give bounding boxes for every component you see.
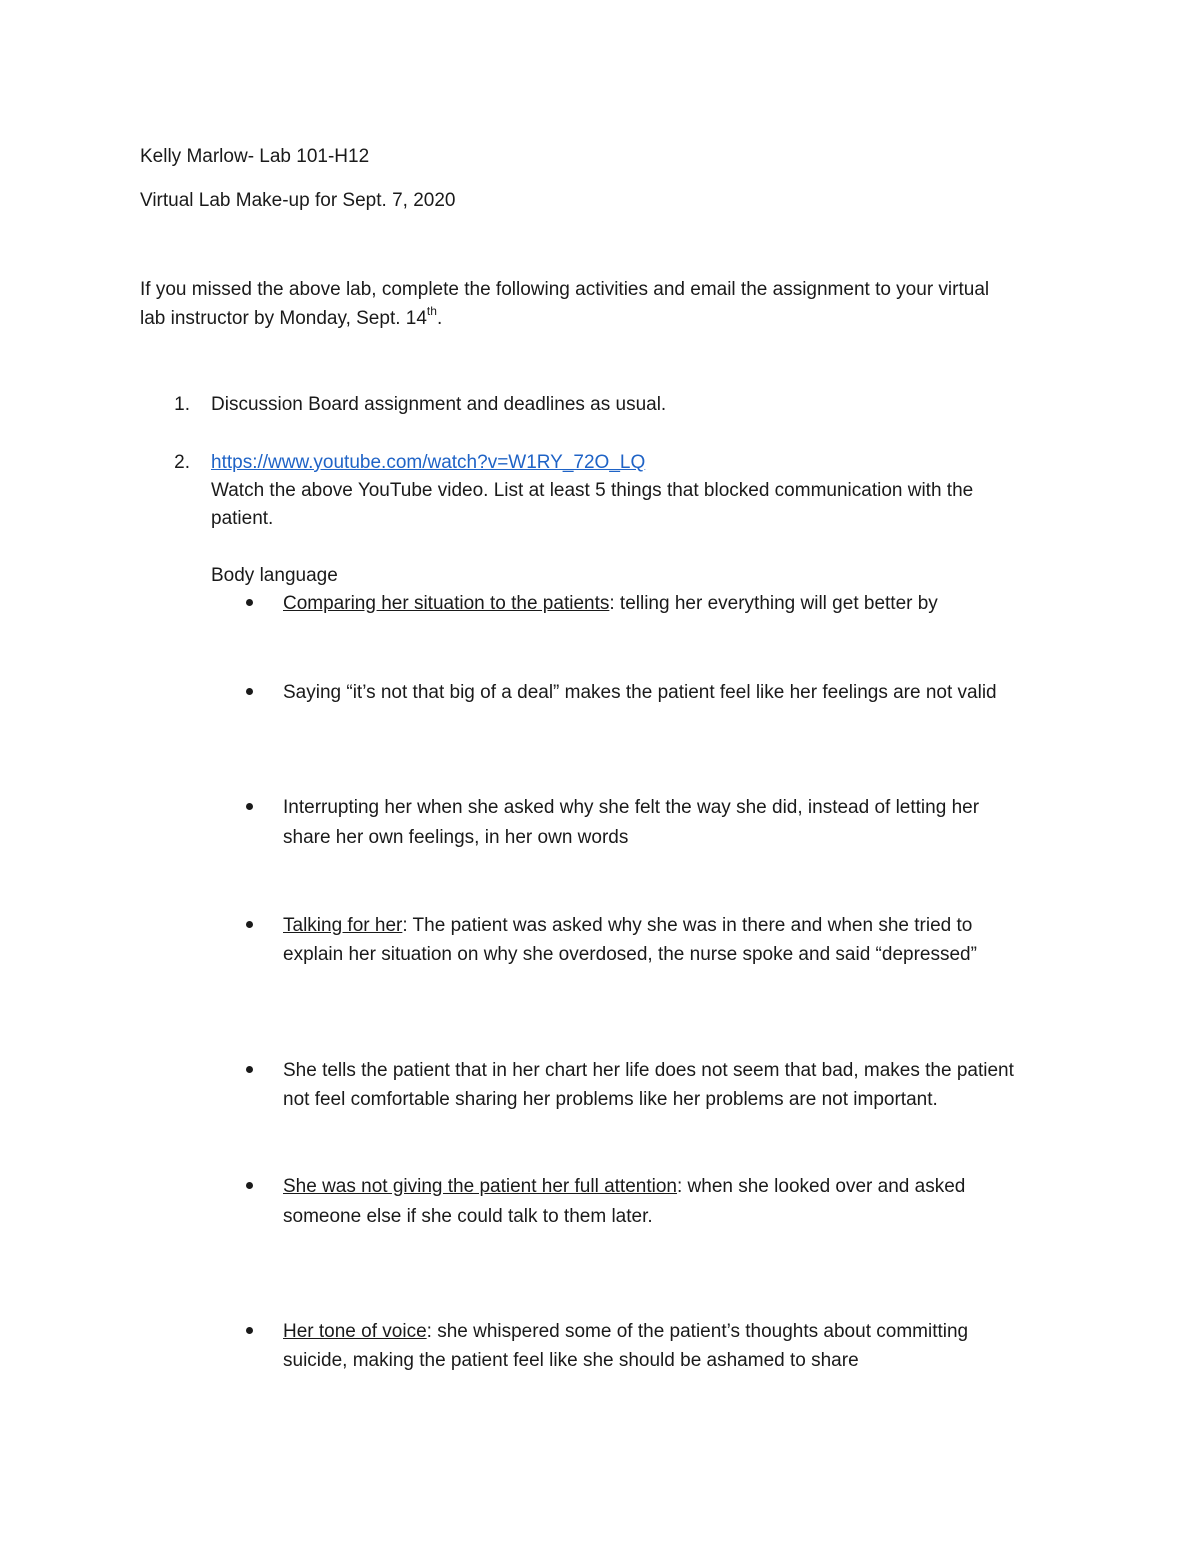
bullet-label: Comparing her situation to the patients <box>283 593 610 614</box>
bullet-dot <box>246 921 253 928</box>
video-instruction-line-2: patient. <box>211 508 274 529</box>
intro-line-2 <box>140 305 442 333</box>
bullet-dot <box>246 1327 253 1334</box>
bullet-text: She tells the patient that in her chart her life does not seem that bad, makes the patient <box>283 1060 1014 1081</box>
bullet-item <box>283 1057 1014 1085</box>
bullet-dot <box>246 1066 253 1073</box>
bullet-item <box>283 912 972 940</box>
bullet-text: : The patient was asked why she was in there and when she tried to <box>402 915 973 936</box>
bullet-text: Interrupting her when she asked why she felt the way she did, instead of letting her <box>283 797 980 818</box>
bullet-label: She was not giving the patient her full attention <box>283 1176 677 1197</box>
list-item-discussion: Discussion Board assignment and deadlines as usual. <box>211 394 667 415</box>
intro-line-1: If you missed the above lab, complete the following activities and email the assignment to your virtual <box>140 279 990 300</box>
bullet-dot <box>246 599 253 606</box>
list-number-1: 1. <box>174 394 190 415</box>
list-number-2: 2. <box>174 452 190 473</box>
bullet-item <box>283 590 938 618</box>
bullet-text: : she whispered some of the patient’s thoughts about committing <box>426 1321 969 1342</box>
youtube-link[interactable]: https://www.youtube.com/watch?v=W1RY_72O_LQ <box>211 452 646 473</box>
intro-deadline: lab instructor by Monday, Sept. 14 <box>140 308 427 329</box>
author-line: Kelly Marlow- Lab 101-H12 <box>140 146 370 167</box>
bullet-continuation: someone else if she could talk to them later. <box>283 1206 653 1227</box>
bullet-text: : telling her everything will get better by <box>609 593 938 614</box>
answer-heading: Body language <box>211 565 338 586</box>
bullet-dot <box>246 803 253 810</box>
bullet-dot <box>246 1182 253 1189</box>
bullet-item <box>283 679 997 707</box>
bullet-item <box>283 794 979 822</box>
video-instruction-line-1: Watch the above YouTube video. List at least 5 things that blocked communication with the <box>211 480 974 501</box>
bullet-label: Her tone of voice <box>283 1321 427 1342</box>
bullet-continuation: suicide, making the patient feel like she should be ashamed to share <box>283 1350 859 1371</box>
bullet-continuation: not feel comfortable sharing her problems like her problems are not important. <box>283 1089 938 1110</box>
bullet-dot <box>246 688 253 695</box>
bullet-continuation: share her own feelings, in her own words <box>283 827 629 848</box>
bullet-text: Saying “it’s not that big of a deal” makes the patient feel like her feelings are not valid <box>283 682 997 703</box>
bullet-label: Talking for her <box>283 915 403 936</box>
bullet-continuation: explain her situation on why she overdosed, the nurse spoke and said “depressed” <box>283 944 977 965</box>
bullet-text: : when she looked over and asked <box>676 1176 966 1197</box>
assignment-title: Virtual Lab Make-up for Sept. 7, 2020 <box>140 190 456 211</box>
bullet-item <box>283 1173 965 1201</box>
bullet-item <box>283 1318 968 1346</box>
intro-period: . <box>436 308 443 329</box>
intro-ordinal: th <box>426 303 437 318</box>
